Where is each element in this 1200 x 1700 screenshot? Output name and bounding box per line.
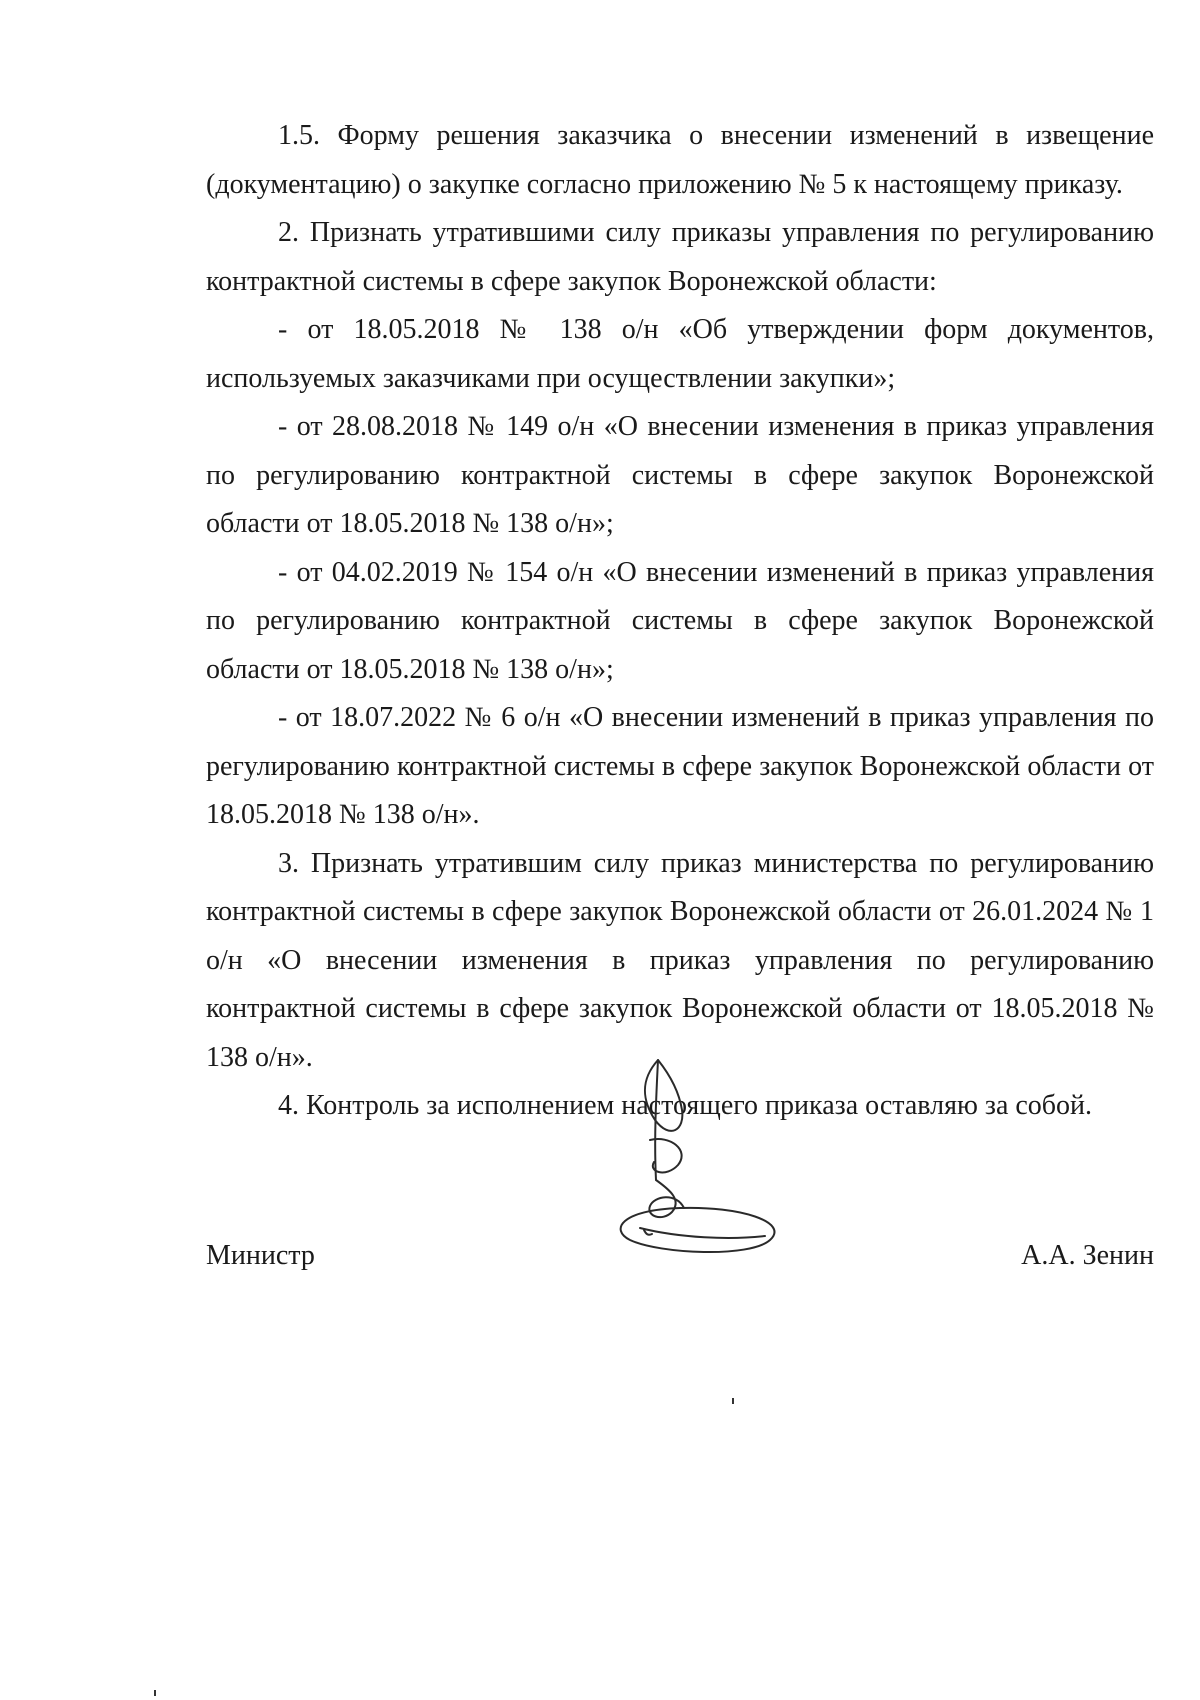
- document-body: [206, 112, 1154, 1131]
- paragraph-3: 3. Признать утратившим силу приказ министерства по регулированию контрактной системы в сфере закупок Воронежской области от 26.01.2024 № 1 о/н «О внесении изменения в приказ управления по регулированию контрактной системы в сфере закупок Воронежской области от 18.05.2018 № 138 о/н».: [206, 847, 1154, 1073]
- signer-name: А.А. Зенин: [1021, 1240, 1154, 1271]
- signer-position: Министр: [206, 1240, 315, 1271]
- paragraph-4: 4. Контроль за исполнением настоящего приказа оставляю за собой.: [278, 1090, 1093, 1121]
- handwritten-signature: [600, 1040, 800, 1280]
- paragraph-1-5: 1.5. Форму решения заказчика о внесении изменений в извещение (документацию) о закупке согласно приложению № 5 к настоящему приказу.: [206, 120, 1154, 200]
- paragraph-2: 2. Признать утратившими силу приказы управления по регулированию контрактной системы в сфере закупок Воронежской области:: [206, 217, 1154, 297]
- paragraph-2-item-1: - от 18.05.2018 № 138 о/н «Об утверждении форм документов, используемых заказчиками при осуществлении закупки»;: [206, 314, 1154, 394]
- paragraph-2-item-4: - от 18.07.2022 № 6 о/н «О внесении изменений в приказ управления по регулированию контрактной системы в сфере закупок Воронежской области от 18.05.2018 № 138 о/н».: [206, 702, 1154, 830]
- scan-speck: [732, 1398, 734, 1404]
- paragraph-2-item-2: - от 28.08.2018 № 149 о/н «О внесении изменения в приказ управления по регулированию контрактной системы в сфере закупок Воронежской области от 18.05.2018 № 138 о/н»;: [206, 411, 1154, 539]
- paragraph-2-item-3: - от 04.02.2019 № 154 о/н «О внесении изменений в приказ управления по регулированию контрактной системы в сфере закупок Воронежской области от 18.05.2018 № 138 о/н»;: [206, 556, 1154, 685]
- scan-speck: [154, 1690, 156, 1696]
